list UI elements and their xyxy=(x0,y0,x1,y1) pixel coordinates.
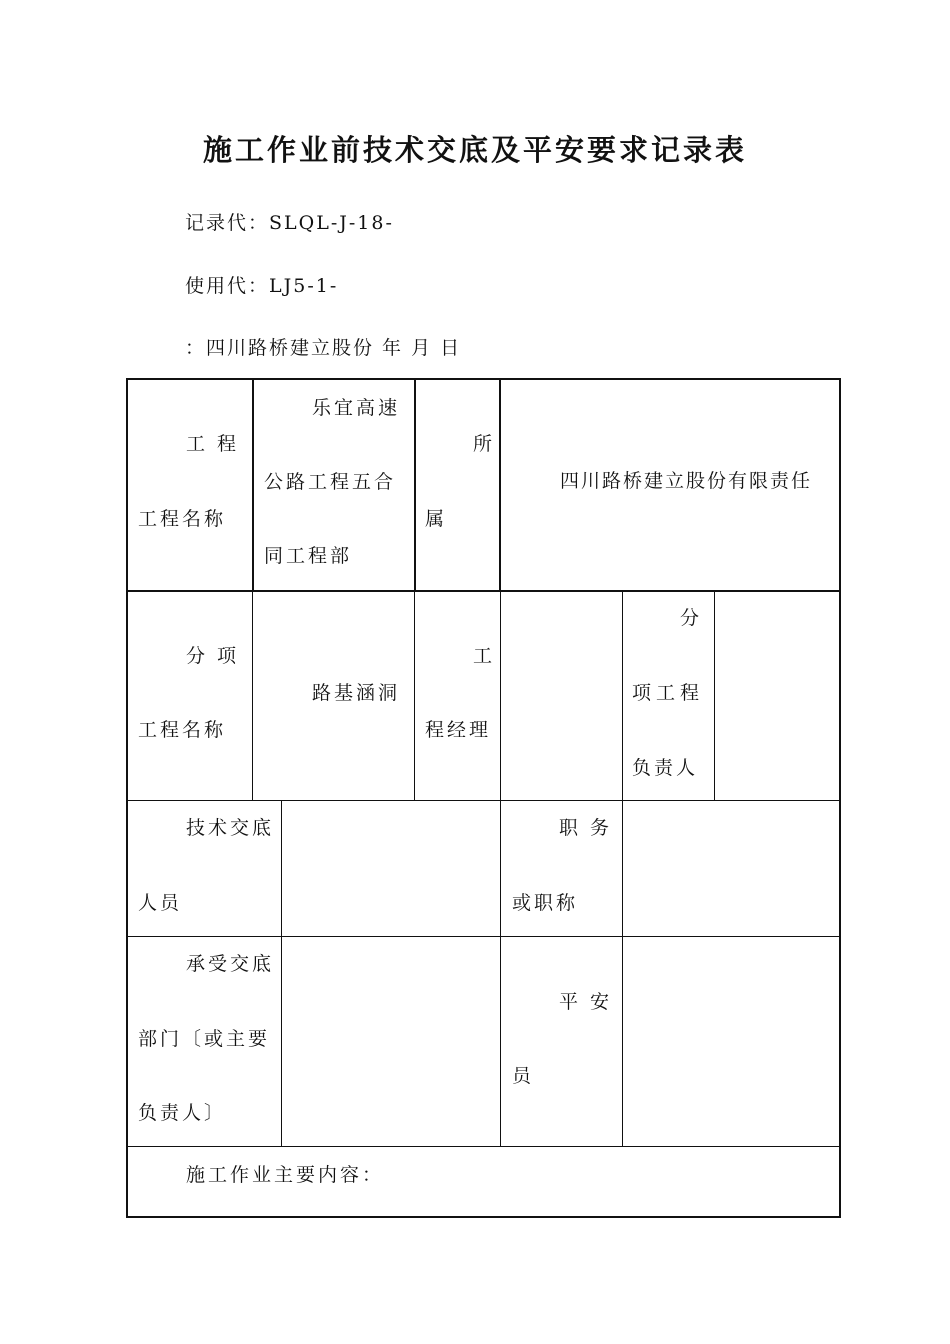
record-code: 记录代：SLQL-J-18- xyxy=(185,212,394,234)
col-divider xyxy=(414,378,416,591)
col-divider xyxy=(622,590,623,801)
company-date: ：四川路桥建立股份 年 月 日 xyxy=(185,337,462,359)
project-manager-label-line2: 程经理 xyxy=(425,719,492,741)
project-manager-label-line1: 工 xyxy=(473,645,496,667)
affiliation-label-line1: 所 xyxy=(473,433,496,455)
subproject-lead-label-line2: 项工程 xyxy=(632,682,705,704)
document-title: 施工作业前技术交底及平安要求记录表 xyxy=(202,133,747,167)
col-divider xyxy=(714,590,715,801)
row-divider xyxy=(126,1146,841,1147)
record-table xyxy=(126,378,841,1218)
receiver-label-line3: 负责人〕 xyxy=(138,1102,227,1124)
row-divider xyxy=(126,590,841,592)
col-divider xyxy=(622,800,623,1147)
project-name-line2: 公路工程五合 xyxy=(264,471,397,493)
subproject-label-line1: 分 项 xyxy=(186,645,240,667)
col-divider xyxy=(499,378,501,591)
col-divider xyxy=(281,800,282,1147)
col-divider xyxy=(252,590,253,801)
briefer-label-line1: 技术交底 xyxy=(186,817,275,839)
subproject-name: 路基涵洞 xyxy=(312,682,401,704)
main-content-label: 施工作业主要内容： xyxy=(186,1164,385,1186)
position-label-line1: 职 务 xyxy=(559,817,613,839)
col-divider xyxy=(500,800,501,1147)
affiliation-value: 四川路桥建立股份有限责任 xyxy=(560,470,813,492)
affiliation-label-line2: 属 xyxy=(425,508,448,530)
project-name-line3: 同工程部 xyxy=(264,545,353,567)
safety-officer-label-line1: 平 安 xyxy=(559,991,613,1013)
receiver-label-line2: 部门〔或主要 xyxy=(138,1028,271,1050)
col-divider xyxy=(414,590,415,801)
position-label-line2: 或职称 xyxy=(512,892,579,914)
safety-officer-label-line2: 员 xyxy=(512,1065,535,1087)
row-divider xyxy=(126,936,841,937)
subproject-lead-label-line1: 分 xyxy=(680,607,703,629)
project-label-line1: 工 程 xyxy=(186,433,240,455)
col-divider xyxy=(252,378,254,591)
project-label-line2: 工程名称 xyxy=(138,508,227,530)
row-divider xyxy=(126,800,841,801)
subproject-label-line2: 工程名称 xyxy=(138,719,227,741)
subproject-lead-label-line3: 负责人 xyxy=(632,757,699,779)
briefer-label-line2: 人员 xyxy=(138,892,183,914)
receiver-label-line1: 承受交底 xyxy=(186,953,275,975)
project-name-line1: 乐宜高速 xyxy=(312,397,401,419)
col-divider xyxy=(500,590,501,801)
use-code: 使用代：LJ5-1- xyxy=(185,275,339,297)
